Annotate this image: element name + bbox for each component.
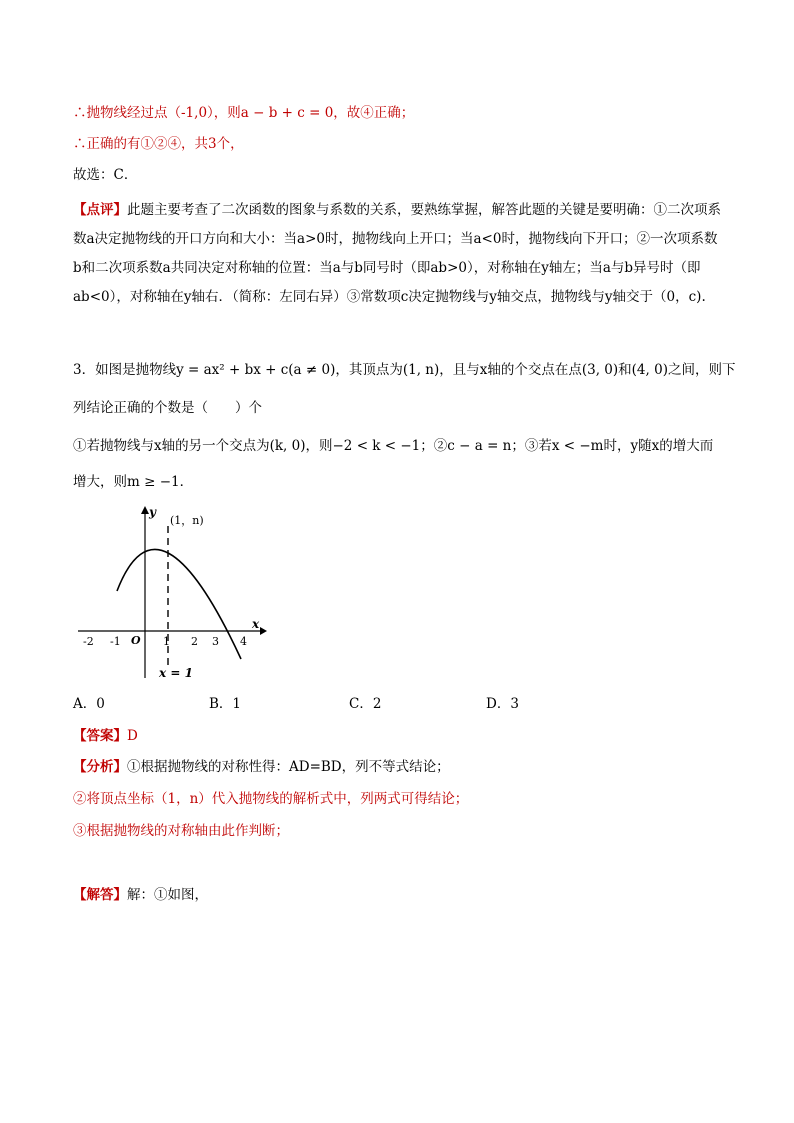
x-tick-label: 2 <box>191 635 198 648</box>
analysis-line-2: ②将顶点坐标（1，n）代入抛物线的解析式中，列两式可得结论； <box>73 791 469 807</box>
x-tick-label: -2 <box>83 635 94 648</box>
solution-text: 解：①如图， <box>127 887 208 903</box>
symmetry-axis-label: x = 1 <box>159 666 193 680</box>
analysis-tag: 【分析】 <box>73 759 127 775</box>
y-axis-label: y <box>149 505 156 519</box>
comment-text: 此题主要考查了二次函数的图象与系数的关系，要熟练掌握，解答此题的关键是要明确：①二次项系数a决定抛物线的开口方向和大小：当a>0时，抛物线向上开口；当a<0时，抛物线向下开口；②一次项系数b和二次项系数a共同决定对称轴的位置：当a与b同号时（即ab>0），对称轴在y轴左；当a与b异号时（即ab<0），对称轴在y轴右．（简称：左同右异）③常数项c决定抛物线与y轴交点，抛物线与y轴交于（0，c). <box>73 202 721 305</box>
question-line-2: 列结论正确的个数是（ ）个 <box>73 400 262 416</box>
answer-tag: 【答案】 <box>73 728 127 744</box>
analysis-line-1 <box>73 757 450 777</box>
conclusion-line-1: ∴抛物线经过点（-1,0），则a − b + c = 0，故④正确； <box>73 105 415 121</box>
question-line-3: ①若抛物线与x轴的另一个交点为(k, 0)，则−2 < k < −1；②c − a = n；③若x < −m时，y随x的增大而 <box>73 438 714 454</box>
option-c: C．2 <box>349 696 382 712</box>
x-tick-label: 3 <box>212 635 219 648</box>
answer-line <box>73 726 138 746</box>
answer-value: D <box>127 728 138 744</box>
x-tick-label: 4 <box>240 635 247 648</box>
x-tick-label: 1 <box>163 635 170 648</box>
comment-tag: 【点评】 <box>73 202 127 218</box>
x-axis-arrow <box>260 627 267 635</box>
vertex-label: (1，n) <box>170 514 204 527</box>
x-tick-label: -1 <box>110 635 121 648</box>
option-a: A．0 <box>73 696 105 712</box>
comment-paragraph <box>73 196 723 312</box>
analysis-text-1: ①根据抛物线的对称性得：AD=BD，列不等式结论； <box>127 759 450 775</box>
choice-line: 故选：C． <box>73 167 138 183</box>
option-d: D．3 <box>486 696 519 712</box>
question-line-1: 3．如图是抛物线y = ax² + bx + c(a ≠ 0)，其顶点为(1, n)，且与x轴的个交点在点(3, 0)和(4, 0)之间，则下 <box>73 362 736 378</box>
solution-tag: 【解答】 <box>73 887 127 903</box>
solution-line <box>73 885 208 905</box>
question-line-4: 增大，则m ≥ −1． <box>73 474 194 490</box>
conclusion-line-2: ∴正确的有①②④，共3个， <box>73 136 244 152</box>
analysis-line-3: ③根据抛物线的对称轴由此作判断； <box>73 823 289 839</box>
option-b: B．1 <box>209 696 242 712</box>
origin-label: O <box>131 634 141 647</box>
parabola-figure <box>70 500 270 685</box>
y-axis-arrow <box>141 506 149 514</box>
x-axis-label: x <box>252 617 260 631</box>
